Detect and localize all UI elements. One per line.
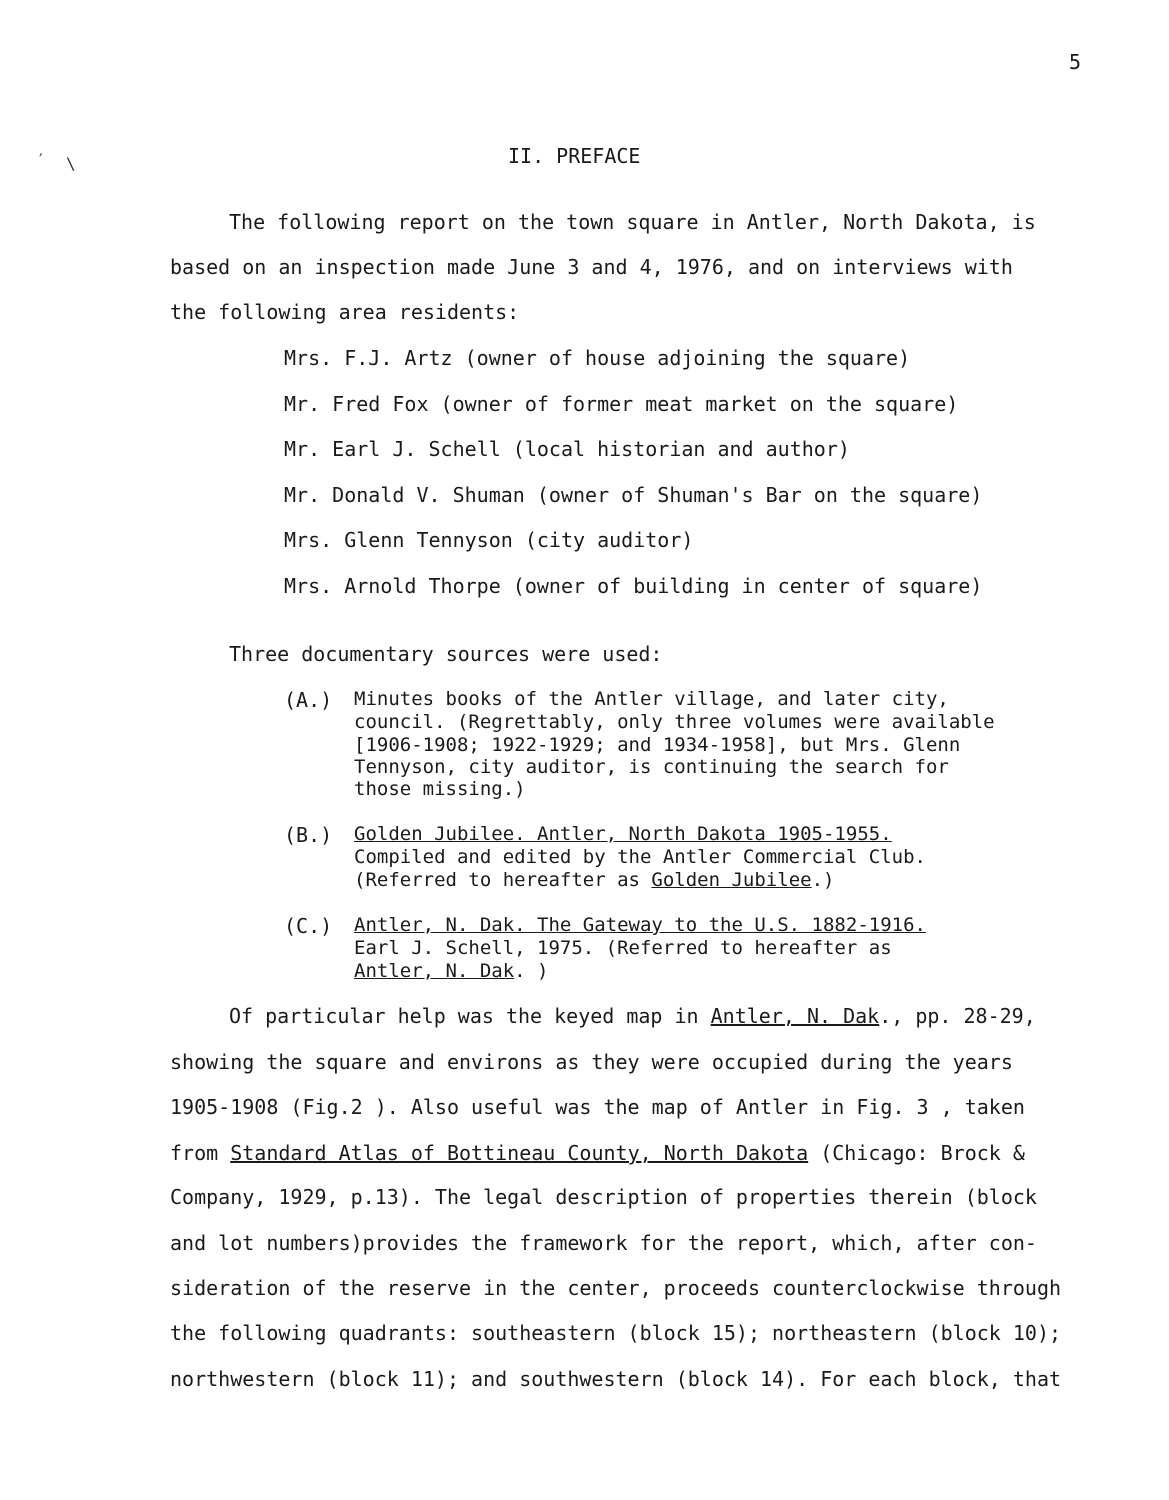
source-label: (C.) [284, 914, 333, 938]
source-b-suffix: .) [811, 869, 835, 891]
intro-line: the following area residents: [170, 300, 520, 324]
body-line: sideration of the reserve in the center, proceeds counterclockwise through [170, 1276, 1062, 1300]
resident-item: Mr. Earl J. Schell (local historian and author) [284, 437, 850, 461]
source-a-line: Minutes books of the Antler village, and later city, [354, 688, 949, 710]
source-b-prefix: (Referred to hereafter as [354, 869, 652, 891]
source-c-line: Earl J. Schell, 1975. (Referred to hereafter as [354, 937, 892, 959]
resident-item: Mr. Fred Fox (owner of former meat market on the square) [284, 392, 959, 416]
resident-item: Mrs. Glenn Tennyson (city auditor) [284, 528, 694, 552]
body-line: 1905-1908 (Fig.2 ). Also useful was the map of Antler in Fig. 3 , taken [170, 1095, 1025, 1119]
source-label: (B.) [284, 823, 333, 847]
source-a-line: Tennyson, city auditor, is continuing the search for [354, 756, 949, 778]
body-suffix: (Chicago: Brock & [808, 1141, 1025, 1165]
body-line [170, 1141, 1025, 1165]
source-a-line: those missing.) [354, 778, 526, 800]
intro-line: based on an inspection made June 3 and 4, 1976, and on interviews with [170, 255, 1013, 279]
body-prefix: Of particular help was the keyed map in [229, 1004, 711, 1028]
source-b-title: Golden Jubilee. Antler, North Dakota 1905-1955. [354, 823, 892, 845]
source-b-line: Compiled and edited by the Antler Commercial Club. [354, 846, 926, 868]
resident-item: Mrs. F.J. Artz (owner of house adjoining the square) [284, 346, 911, 370]
scan-mark: \ [66, 154, 76, 173]
source-c-suffix: . ) [514, 960, 549, 982]
body-line: and lot numbers)provides the framework for the report, which, after con- [170, 1231, 1037, 1255]
atlas-title: Standard Atlas of Bottineau County, North Dakota [230, 1141, 809, 1165]
source-c-ref-title: Antler, N. Dak [354, 960, 515, 982]
body-line [229, 1004, 1036, 1028]
body-prefix: from [170, 1141, 231, 1165]
body-ref-title: Antler, N. Dak [710, 1004, 880, 1028]
body-line: showing the square and environs as they were occupied during the years [170, 1050, 1013, 1074]
source-b-ref-title: Golden Jubilee [651, 869, 812, 891]
source-label: (A.) [284, 688, 333, 712]
body-line: northwestern (block 11); and southwestern (block 14). For each block, that [170, 1367, 1062, 1391]
source-c-line [354, 960, 548, 982]
resident-item: Mrs. Arnold Thorpe (owner of building in center of square) [284, 574, 983, 598]
source-a-line: council. (Regrettably, only three volumes were available [354, 711, 995, 733]
body-suffix: ., pp. 28-29, [879, 1004, 1036, 1028]
page-number: 5 [1069, 50, 1082, 74]
source-c-title: Antler, N. Dak. The Gateway to the U.S. 1882-1916. [354, 914, 926, 936]
body-line: the following quadrants: southeastern (block 15); northeastern (block 10); [170, 1321, 1062, 1345]
source-a-line: [1906-1908; 1922-1929; and 1934-1958], but Mrs. Glenn [354, 734, 961, 756]
source-b-line [354, 869, 834, 891]
section-heading: II. PREFACE [508, 144, 641, 168]
body-line: Company, 1929, p.13). The legal description of properties therein (block [170, 1185, 1037, 1209]
intro-line: The following report on the town square in Antler, North Dakota, is [229, 210, 1036, 234]
sources-intro: Three documentary sources were used: [229, 642, 663, 666]
resident-item: Mr. Donald V. Shuman (owner of Shuman's Bar on the square) [284, 483, 983, 507]
scan-mark: ′ [36, 150, 46, 169]
